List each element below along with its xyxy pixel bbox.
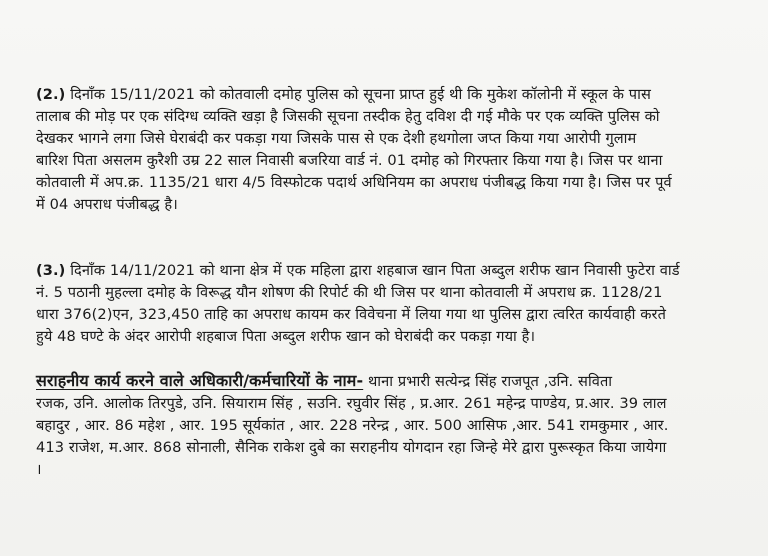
paragraph-3-line-1-text: दिनाँक 14/11/2021 को थाना क्षेत्र में एक महिला द्वारा शहबाज खान पिता अब्दुल शरीफ खान निवासी फुटेरा वार्ड — [70, 262, 680, 279]
paragraph-2 — [36, 84, 748, 216]
paragraph-2-number: (2.) — [36, 86, 66, 103]
paragraph-2-line-4: बारिश पिता असलम कुरैशी उम्र 22 साल निवासी बजरिया वार्ड नं. 01 दमोह को गिरफ्तार किया गया है। जिस पर थाना — [36, 152, 663, 169]
paragraph-3-line-1 — [36, 260, 748, 282]
commendation-line-5: । — [36, 461, 42, 478]
paragraph-3-line-3: धारा 376(2)एन, 323,450 ताहि का अपराध कायम कर विवेचना में लिया गया था पुलिस द्वारा त्वरित कार्यवाही करते — [36, 306, 667, 323]
commendation-heading: सराहनीय कार्य करने वाले अधिकारी/कर्मचारियों के नाम- — [36, 371, 364, 390]
commendation-line-2: रजक, उनि. आलोक तिरपुडे, उनि. सियाराम सिंह , सउनि. रघुवीर सिंह , प्र.आर. 261 महेन्द्र पाण्डेय, प्र.आर. 39 लाल — [36, 395, 667, 412]
paragraph-3-line-2: नं. 5 पठानी मुहल्ला दमोह के विरूद्ध यौन शोषण की रिपोर्ट की थी जिस पर थाना कोतवाली में अपराध क्र. 1128/21 — [36, 284, 663, 301]
paragraph-2-line-6: में 04 अपराध पंजीबद्ध है। — [36, 196, 178, 213]
commendation-line-4: 413 राजेश, म.आर. 868 सोनाली, सैनिक राकेश दुबे का सराहनीय योगदान रहा जिन्हे मेरे द्वारा पुरूस्कृत किया जायेगा — [36, 439, 667, 456]
paragraph-2-line-2: तालाब की मोड़ पर एक संदिग्ध व्यक्ति खड़ा है जिसकी सूचना तस्दीक हेतु दविश दी गई मौके पर एक व्यक्ति पुलिस को — [36, 108, 660, 125]
paragraph-3-number: (3.) — [36, 262, 66, 279]
paragraph-3-line-4: हुये 48 घण्टे के अंदर आरोपी शहबाज पिता अब्दुल शरीफ खान को घेराबंदी कर पकड़ा गया है। — [36, 328, 536, 345]
commendation-line-3: बहादुर , आर. 86 महेश , आर. 195 सूर्यकांत , आर. 228 नरेन्द्र , आर. 500 आसिफ ,आर. 541 रामकुमार , आर. — [36, 417, 669, 434]
commendation-paragraph — [36, 370, 748, 481]
commendation-line-1-text: थाना प्रभारी सत्येन्द्र सिंह राजपूत ,उनि. सविता — [363, 373, 613, 390]
paragraph-2-line-1-text: दिनाँक 15/11/2021 को कोतवाली दमोह पुलिस को सूचना प्राप्त हुई थी कि मुकेश कॉलोनी में स्कूल के पास — [70, 86, 651, 103]
paragraph-2-line-1 — [36, 84, 748, 106]
paragraph-3 — [36, 260, 748, 348]
commendation-line-1 — [36, 370, 748, 393]
paragraph-2-line-3: देखकर भागने लगा जिसे घेराबंदी कर पकड़ा गया जिसके पास से एक देशी हथगोला जप्त किया गया आरोपी गुलाम — [36, 130, 637, 147]
paragraph-2-line-5: कोतवाली में अप.क्र. 1135/21 धारा 4/5 विस्फोटक पदार्थ अधिनियम का अपराध पंजीबद्ध किया गया है। जिस पर पूर्व — [36, 174, 672, 191]
